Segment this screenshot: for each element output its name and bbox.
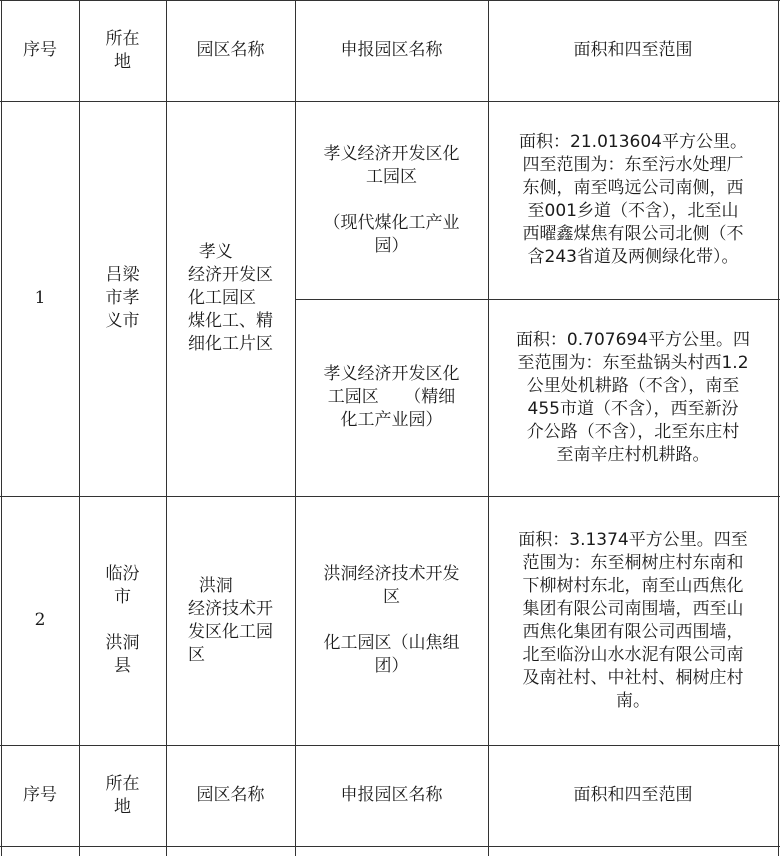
header-repeat-area-scope xyxy=(488,745,778,846)
row-2-seq xyxy=(1,496,79,745)
header-repeat-declared-name xyxy=(295,745,488,846)
row-1-location xyxy=(79,101,166,496)
header-repeat-location-text: 所在 地 xyxy=(105,773,140,817)
row-1-area-scope-2-text: 面积：0.707694平方公里。四 至范围为：东至盐锅头村西1.2 公里处机耕路（不含），南至 455市道（不含），西至新汾 介公路（不含），北至东庄村 至南辛庄村机耕路。 xyxy=(515,329,751,465)
row-1-seq xyxy=(1,101,79,496)
row-1-declared-name-2-text: 孝义经济开发区化 工园区 （精细 化工产业园） xyxy=(323,364,460,430)
header-area-scope-text: 面积和四至范围 xyxy=(573,40,693,60)
header-repeat-area-scope-text: 面积和四至范围 xyxy=(573,785,693,805)
row-2-park-name-text: 洪洞 经济技术开 发区化工园 区 xyxy=(188,575,273,665)
row-1-area-scope-1-text: 面积：21.013604平方公里。 四至范围为：东至污水处理厂 东侧，南至鸣远公司南侧，西 至001乡道（不含），北至山 西曜鑫煤焦有限公司北侧（不 含243省道及两侧绿化带）。 xyxy=(519,132,747,267)
row-2-seq-text: 2 xyxy=(34,610,46,630)
row-1-declared-name-1-text: 孝义经济开发区化 工园区 （现代煤化工产业 园） xyxy=(323,143,460,256)
row-1-park-name xyxy=(166,101,295,496)
row-1-location-text: 吕梁 市孝 义市 xyxy=(105,265,140,331)
row-2-location xyxy=(79,496,166,745)
row-2-declared-name-1-text: 洪洞经济技术开发 区 化工园区（山焦组 团） xyxy=(323,564,460,676)
row-1-area-scope-1 xyxy=(488,101,778,299)
header-seq xyxy=(1,0,79,101)
header-location-text: 所在 地 xyxy=(105,28,140,72)
header-location xyxy=(79,0,166,101)
header-area-scope xyxy=(488,0,778,101)
row-1-declared-name-1 xyxy=(295,101,488,299)
header-seq-text: 序号 xyxy=(23,40,57,60)
header-repeat-seq xyxy=(1,745,79,846)
row-2-area-scope-1 xyxy=(488,496,778,745)
row-1-area-scope-2 xyxy=(488,299,778,496)
row-2-declared-name-1 xyxy=(295,496,488,745)
row-1-declared-name-2 xyxy=(295,299,488,496)
header-repeat-seq-text: 序号 xyxy=(23,785,57,805)
header-repeat-park-name-text: 园区名称 xyxy=(196,785,265,805)
header-park-name-text: 园区名称 xyxy=(196,40,265,60)
header-repeat-park-name xyxy=(166,745,295,846)
header-repeat-declared-name-text: 申报园区名称 xyxy=(340,785,443,805)
row-2-park-name xyxy=(166,496,295,745)
row-2-area-scope-1-text: 面积：3.1374平方公里。四至 范围为：东至桐树庄村东南和 下柳树村东北，南至山西焦化 集团有限公司南围墙，西至山 西焦化集团有限公司西围墙， 北至临汾山水水泥有限公司南 及南社村、中社村、桐树庄村 南。 xyxy=(518,529,748,711)
header-declared-name xyxy=(295,0,488,101)
header-repeat-location xyxy=(79,745,166,846)
header-declared-name-text: 申报园区名称 xyxy=(340,40,443,60)
row-1-park-name-text: 孝义 经济开发区 化工园区 煤化工、精 细化工片区 xyxy=(188,242,273,354)
row-2-location-text: 临汾 市 洪洞 县 xyxy=(105,564,140,676)
header-park-name xyxy=(166,0,295,101)
row-1-seq-text: 1 xyxy=(34,288,46,308)
